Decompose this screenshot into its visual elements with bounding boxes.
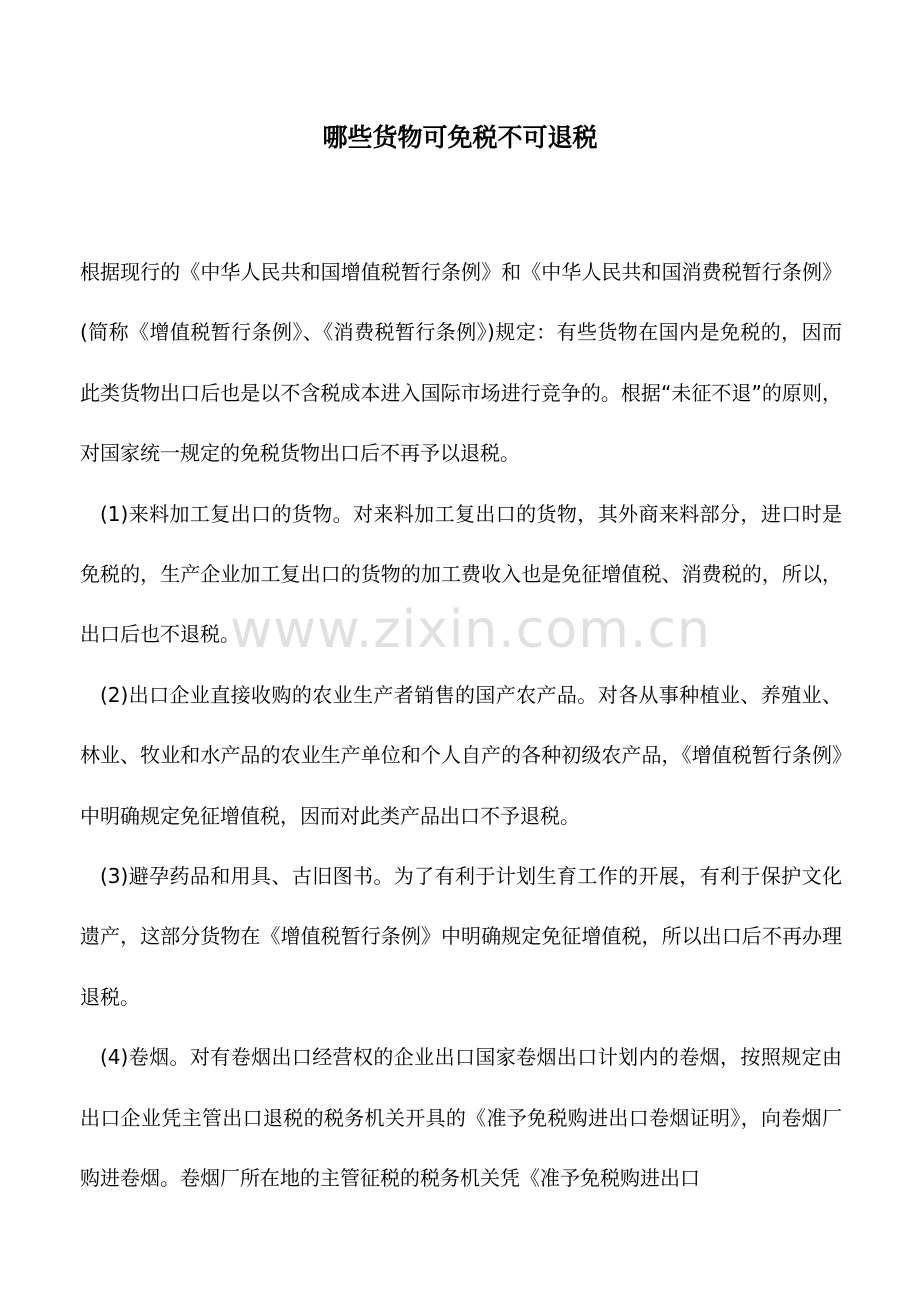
document-body [80,242,842,1209]
paragraph-item-2: (2)出口企业直接收购的农业生产者销售的国产农产品。对各从事种植业、养殖业、林业、牧业和水产品的农业生产单位和个人自产的各种初级农产品，《增值税暂行条例》中明确规定免征增值税，因而对此类产品出口不予退税。 [80,682,842,828]
paragraph-item-4: (4)卷烟。对有卷烟出口经营权的企业出口国家卷烟出口计划内的卷烟，按照规定由出口企业凭主管出口退税的税务机关开具的《准予免税购进出口卷烟证明》，向卷烟厂购进卷烟。卷烟厂所在地的主管征税的税务机关凭《准予免税购进出口 [80,1045,842,1191]
watermark-text: www.zixin.com.cn [230,600,711,660]
document-title: 哪些货物可免税不可退税 [322,123,598,152]
paragraph-intro: 根据现行的《中华人民共和国增值税暂行条例》和《中华人民共和国消费税暂行条例》(简称《增值税暂行条例》、《消费税暂行条例》)规定：有些货物在国内是免税的，因而此类货物出口后也是以不含税成本进入国际市场进行竞争的。根据“未征不退”的原则，对国家统一规定的免税货物出口后不再予以退税。 [80,260,842,466]
paragraph-item-1: (1)来料加工复出口的货物。对来料加工复出口的货物，其外商来料部分，进口时是免税的，生产企业加工复出口的货物的加工费收入也是免征增值税、消费税的，所以，出口后也不退税。 [80,501,842,647]
paragraph-item-3: (3)避孕药品和用具、古旧图书。为了有利于计划生育工作的开展，有利于保护文化遗产，这部分货物在《增值税暂行条例》中明确规定免征增值税，所以出口后不再办理退税。 [80,864,842,1009]
